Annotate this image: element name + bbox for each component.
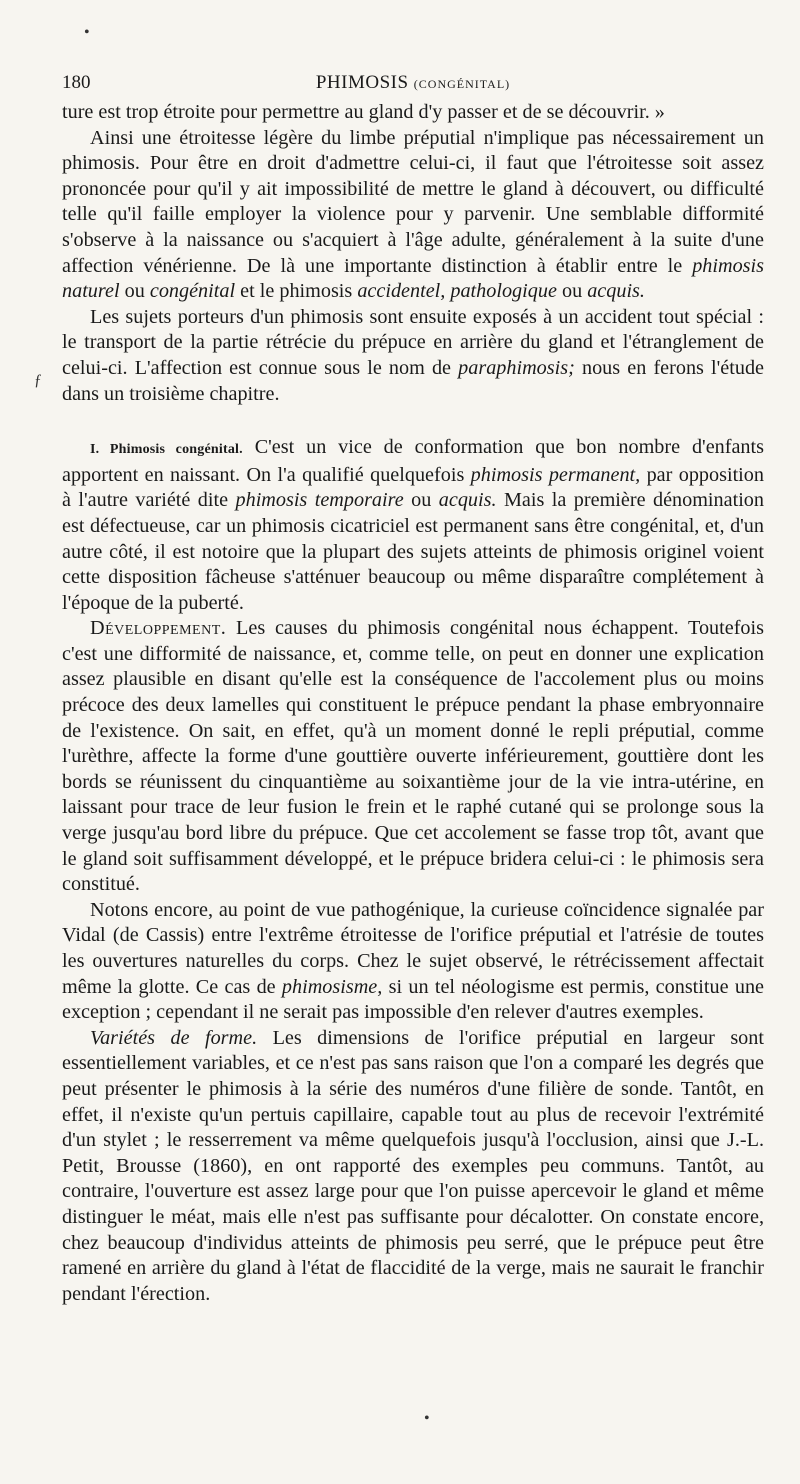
- paragraph-text: Les dimensions de l'orifice préputial en largeur sont essentiellement variables, et ce n'est pas sans raison que l'on a comparé les degrés que peut présenter le phimosis à la série des numéros d'une filière de sonde. Tantôt, en effet, il n'existe qu'un pertuis capillaire, capable tout au plus de recevoir l'extrémité d'un stylet ; le resserrement va même quelquefois jusqu'à l'occlusion, ainsi que J.-L. Petit, Brousse (1860), en ont rapporté des exemples peu communs. Tantôt, au contraire, l'ouverture est assez large pour que l'on puisse apercevoir le gland et même distinguer le méat, mais elle n'est pas suffisante pour décalotter. On constate encore, chez beaucoup d'individus atteints de phimosis peu serré, que le prépuce peut être ramené en arrière du gland à l'état de flaccidité de la verge, mais ne saurait le franchir pendant l'érection.: [62, 1026, 764, 1305]
- section-heading: I. Phimosis congénital.: [90, 442, 243, 458]
- top-dot: •: [84, 24, 90, 41]
- body-text: [62, 100, 764, 1307]
- running-title: [62, 72, 764, 94]
- paragraph-text: Notons encore, au point de vue pathogénique, la curieuse coïncidence signalée par Vidal (de Cassis) entre l'extrême étroitesse de l'orifice préputial et l'atrésie de toutes les ouvertures naturelles du corps. Chez le sujet observé, le rétrécissement affectait même la glotte. Ce cas de: [62, 898, 764, 998]
- italic-term: congénital: [149, 280, 236, 303]
- italic-term: acquis.: [587, 280, 645, 303]
- paragraph-developpement: [62, 616, 764, 898]
- paragraph-notons: [62, 898, 764, 1026]
- paragraph-paraphimosis: [62, 305, 764, 407]
- section-gap: [62, 407, 764, 435]
- subsection-label: Variétés de forme.: [90, 1026, 258, 1049]
- paragraph-text: et le phimosis: [235, 280, 358, 303]
- italic-term: accidentel, pathologique: [357, 280, 557, 303]
- page: [62, 70, 764, 1307]
- paragraph-text: ou: [556, 280, 588, 303]
- paragraph-text: nous en ferons l'étude dans un troisième chapitre.: [62, 356, 764, 405]
- paragraph-definition: [62, 126, 764, 305]
- page-number: 180: [62, 72, 91, 93]
- italic-term: acquis.: [438, 489, 497, 512]
- paragraph-varietes: [62, 1026, 764, 1308]
- italic-term: phimosisme,: [281, 975, 383, 998]
- paragraph-text: C'est un vice de conformation que bon nombre d'enfants apportent en naissant. On l'a qualifié quelquefois: [62, 436, 764, 486]
- paragraph-text: Les causes du phimosis congénital nous échappent. Toutefois c'est une difformité de naissance, et, comme telle, on peut en donner une explication assez plausible en disant qu'elle est la conséquence de l'accolement plus ou moins précoce des deux lamelles qui constituent le prépuce pendant la phase embryonnaire de l'existence. On sait, en effet, qu'à un moment donné le repli préputial, comme l'urèthre, affecte la forme d'une gouttière ouverte inférieurement, gouttière dont les bords se réunissent du cinquantième au soixantième jour de la vie intra-utérine, en laissant pour trace de leur fusion le frein et le raphé cutané qui se prolonge sous la verge jusqu'au bord libre du prépuce. Que cet accolement se fasse trop tôt, avant que le gland soit suffisamment développé, et le prépuce bridera celui-ci : le phimosis sera constitué.: [62, 617, 764, 896]
- italic-term: paraphimosis;: [458, 356, 575, 379]
- italic-term: phimosis permanent,: [470, 463, 641, 486]
- section-phimosis-congenital: [62, 435, 764, 616]
- paragraph-text: ou: [403, 489, 439, 512]
- running-title-main: PHIMOSIS: [315, 72, 409, 93]
- italic-term: phimosis temporaire: [235, 489, 404, 512]
- paragraph-text: Mais la première dénomination est défectueuse, car un phimosis cicatriciel est permanent sans être congénital, et, d'un autre côté, il est notoire que la plupart des sujets atteints de phimosis originel voient cette disposition fâcheuse s'atténuer beaucoup ou même disparaître complétement à l'époque de la puberté.: [62, 489, 764, 614]
- margin-mark: ƒ: [34, 372, 42, 389]
- subsection-label: Développement.: [90, 617, 227, 640]
- paragraph-text: si un tel néologisme est permis, constitue une exception ; cependant il ne serait pas impossible d'en relever d'autres exemples.: [62, 975, 764, 1024]
- italic-term: phimosis naturel: [62, 254, 764, 303]
- paragraph-continuation: ture est trop étroite pour permettre au gland d'y passer et de se découvrir. »: [62, 101, 665, 123]
- bottom-dot: •: [424, 1410, 430, 1427]
- paragraph-text: Ainsi une étroitesse légère du limbe préputial n'implique pas nécessairement un phimosis. Pour être en droit d'admettre celui-ci, il faut que l'étroitesse soit assez prononcée pour qu'il y ait impossibilité de mettre le gland à découvert, ou difficulté telle qu'il faille employer la violence pour y parvenir. Une semblable difformité s'observe à la naissance ou s'acquiert à l'âge adulte, généralement à la suite d'une affection vénérienne. De là une importante distinction à établir entre le: [62, 126, 764, 277]
- running-header: [62, 70, 764, 100]
- paragraph-text: par opposition à l'autre variété dite: [62, 463, 764, 512]
- paragraph-text: Les sujets porteurs d'un phimosis sont ensuite exposés à un accident tout spécial : le transport de la partie rétrécie du prépuce en arrière du gland et l'étranglement de celui-ci. L'affection est connue sous le nom de: [62, 305, 764, 379]
- running-title-sub: (CONGÉNITAL): [413, 77, 511, 91]
- paragraph-text: ou: [119, 280, 150, 303]
